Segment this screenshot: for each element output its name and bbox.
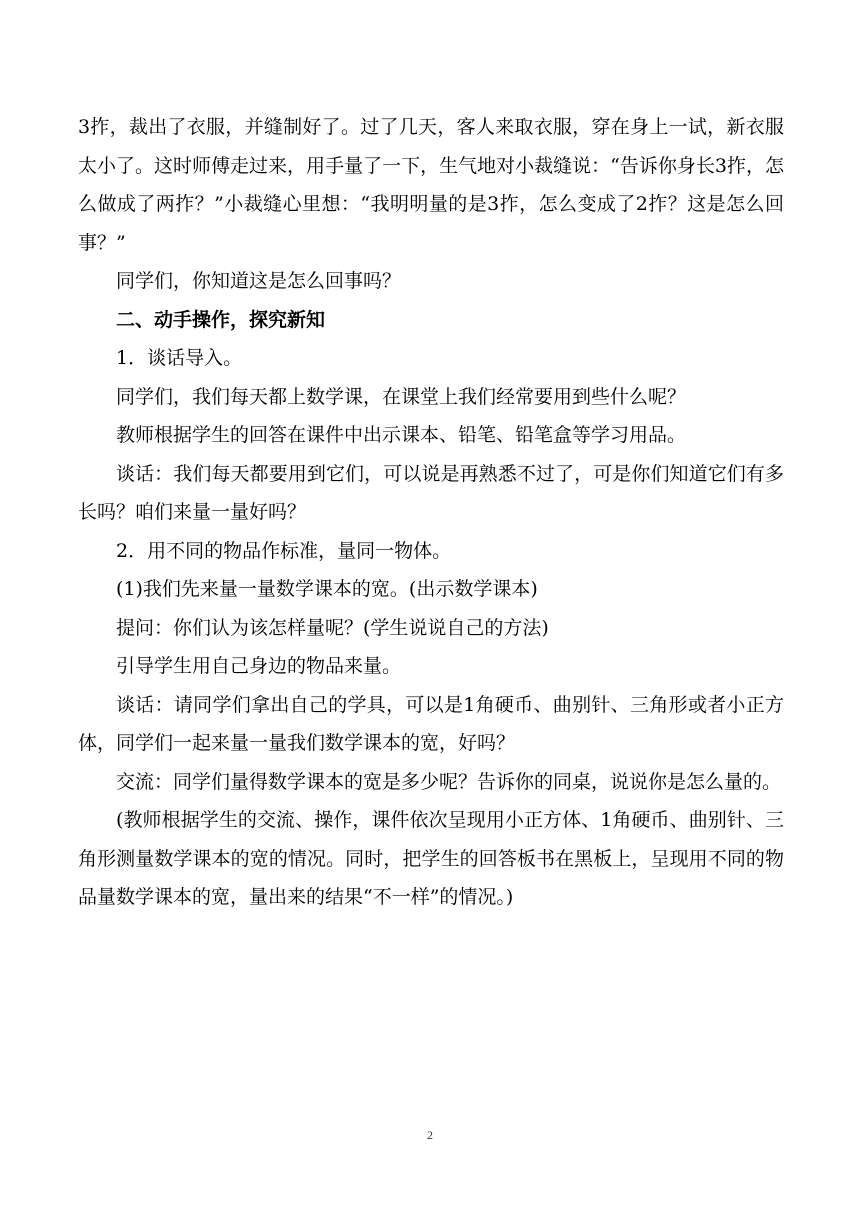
step-heading-1: 1．谈话导入。 (116, 347, 243, 369)
ask-paragraph: 提问：你们认为该怎样量呢？(学生说说自己的方法) (116, 616, 549, 639)
story-continuation-paragraph: 3拃，裁出了衣服，并缝制好了。过了几天，客人来取衣服，穿在身上一试，新衣服太小了。这时师傅走过来，用手量了一下，生气地对小裁缝说：“告诉你身长3拃，怎么做成了两拃？”小裁缝心里想：“我明明量的是3拃，怎么变成了2拃？这是怎么回事？” (78, 116, 784, 254)
section-heading: 二、动手操作，探究新知 (116, 308, 326, 331)
talk-paragraph-2: 谈话：请同学们拿出自己的学具，可以是1角硬币、曲别针、三角形或者小正方体，同学们一起来量一量我们数学课本的宽，好吗？ (78, 693, 784, 754)
page-number: 2 (427, 1128, 433, 1142)
teacher-action-paragraph: 教师根据学生的回答在课件中出示课本、铅笔、铅笔盒等学习用品。 (116, 424, 687, 446)
substep-paragraph-1: (1)我们先来量一量数学课本的宽。(出示数学课本) (116, 578, 538, 600)
exchange-paragraph: 交流：同学们量得数学课本的宽是多少呢？告诉你的同桌，说说你是怎么量的。 (116, 770, 782, 793)
teacher-note-paragraph: (教师根据学生的交流、操作，课件依次呈现用小正方体、1角硬币、曲别针、三角形测量数学课本的宽的情况。同时，把学生的回答板书在黑板上，呈现用不同的物品量数学课本的宽，量出来的结果“不一样”的情况。) (78, 809, 784, 908)
document-body (78, 108, 784, 917)
step-heading-2: 2．用不同的物品作标准，量同一物体。 (116, 539, 452, 562)
talk-paragraph-1: 谈话：我们每天都要用到它们，可以说是再熟悉不过了，可是你们知道它们有多长吗？咱们来量一量好吗？ (78, 462, 784, 523)
question-paragraph: 同学们，你知道这是怎么回事吗？ (116, 270, 402, 292)
intro-question-paragraph: 同学们，我们每天都上数学课，在课堂上我们经常要用到些什么呢？ (116, 385, 687, 408)
guide-paragraph: 引导学生用自己身边的物品来量。 (116, 655, 402, 677)
